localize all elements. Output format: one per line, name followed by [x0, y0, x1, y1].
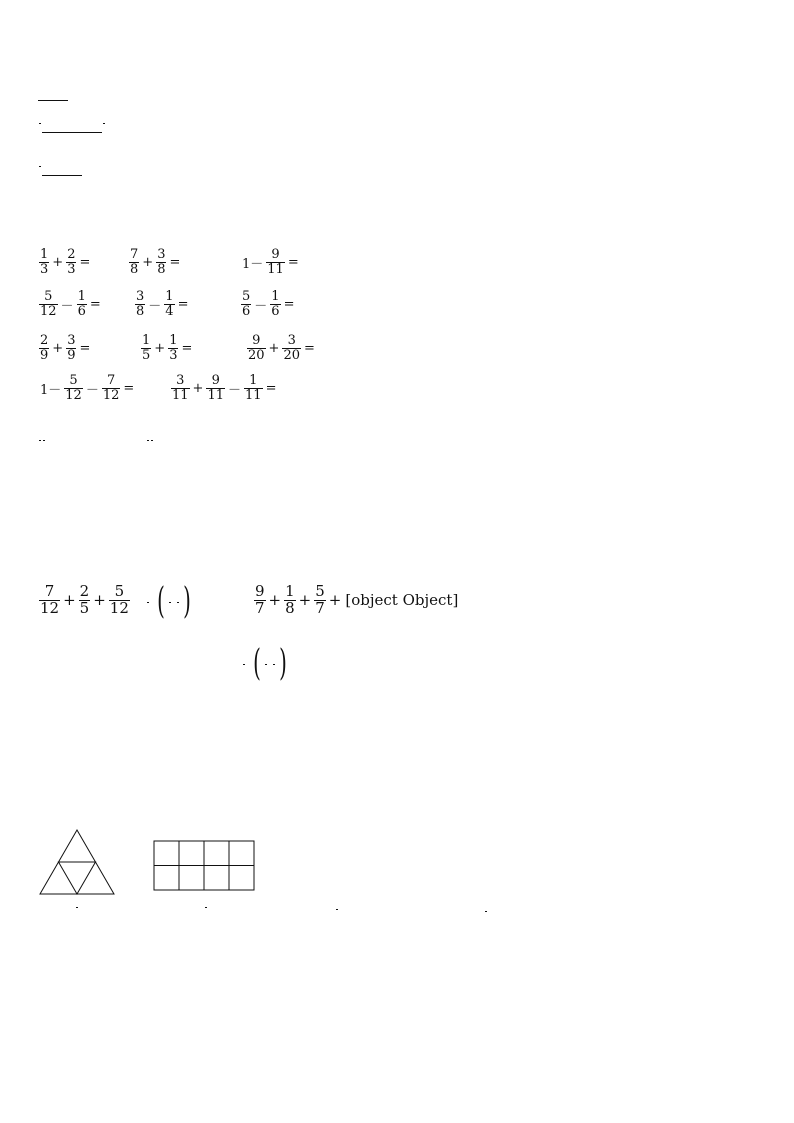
fraction: $\frac{3}{20}$ — [283, 333, 300, 363]
equals-sign: = — [304, 340, 315, 356]
equals-sign: = — [89, 296, 101, 312]
expr-6 — [242, 643, 290, 684]
fraction — [205, 907, 207, 908]
fraction: $\frac{9}{11}$ — [207, 373, 224, 403]
operator: － — [148, 298, 162, 314]
oral-calc-item — [140, 334, 194, 362]
fraction: $\frac{3}{8}$ — [136, 289, 145, 319]
operator: + — [93, 591, 106, 610]
fraction: $\frac{5}{7}$ — [315, 582, 325, 617]
fraction: $\frac{5}{6}$ — [242, 289, 251, 319]
operator: + — [63, 591, 76, 610]
fraction — [76, 907, 78, 908]
oral-calc-item — [134, 290, 190, 318]
fraction: $\frac{3}{8}$ — [157, 247, 166, 277]
equals-sign: = — [287, 254, 299, 270]
oral-calc-item — [240, 248, 301, 276]
equation-1 — [38, 440, 46, 441]
fraction: $\frac{1}{8}$ — [285, 582, 295, 617]
paren-left: ( — [157, 581, 165, 622]
fraction — [485, 911, 487, 912]
oral-calc-item — [246, 334, 317, 362]
equals-sign: = — [265, 380, 277, 396]
paren-right: ) — [183, 581, 191, 622]
operator: + — [52, 340, 64, 356]
operator: + — [192, 380, 204, 396]
equals-sign: = — [123, 380, 135, 396]
operator: + — [142, 254, 154, 270]
oral-calc-item — [170, 374, 278, 402]
fraction — [39, 166, 41, 167]
paren-left: ( — [253, 643, 261, 684]
q18-blank-1[interactable] — [42, 116, 72, 133]
fraction: $\frac{1}{5}$ — [142, 333, 151, 363]
question-19 — [38, 159, 82, 176]
equals-sign: = — [181, 340, 193, 356]
operator: － — [85, 382, 99, 398]
expr-3 — [253, 584, 460, 617]
fraction: $\frac{2}{5}$ — [79, 582, 90, 617]
fraction: $\frac{1}{11}$ — [245, 373, 262, 403]
fraction — [147, 440, 149, 441]
operator: + — [298, 591, 312, 610]
fraction: $\frac{7}{12}$ — [102, 373, 120, 403]
oral-calc-item — [128, 248, 182, 276]
fraction — [169, 602, 171, 603]
equals-sign: = — [79, 340, 91, 356]
fraction: $\frac{9}{11}$ — [267, 247, 284, 277]
fraction: $\frac{1}{6}$ — [77, 289, 86, 319]
equals-sign: = — [79, 254, 91, 270]
rectangle-label — [196, 900, 216, 913]
fraction: $\frac{2}{3}$ — [67, 247, 76, 277]
prefix: 1－ — [242, 256, 264, 272]
fraction: $\frac{1}{3}$ — [169, 333, 178, 363]
prefix: 1－ — [40, 382, 62, 398]
operator: + — [268, 591, 282, 610]
fraction — [273, 664, 275, 665]
expr-1 — [38, 584, 131, 617]
stars-figure[interactable] — [290, 822, 390, 900]
fraction — [43, 440, 45, 441]
fraction: $\frac{7}{12}$ — [40, 582, 60, 617]
equals-sign: = — [283, 296, 295, 312]
fraction: $\frac{5}{12}$ — [65, 373, 82, 403]
stars-label — [327, 902, 347, 915]
fraction: $\frac{3}{11}$ — [172, 373, 189, 403]
fraction — [39, 440, 41, 441]
operator: + — [154, 340, 166, 356]
fraction — [265, 664, 267, 665]
q17-blank[interactable] — [38, 84, 68, 101]
fraction — [103, 123, 105, 124]
operator: + — [328, 591, 342, 610]
oral-calc-item — [38, 334, 92, 362]
fraction — [243, 664, 245, 665]
fraction: $\frac{7}{8}$ — [130, 247, 139, 277]
question-17 — [38, 84, 68, 101]
fraction — [336, 909, 338, 910]
fraction: $\frac{2}{9}$ — [40, 333, 49, 363]
fraction: $\frac{1}{6}$ — [271, 289, 280, 319]
fraction — [177, 602, 179, 603]
oral-calc-item — [38, 248, 92, 276]
equals-sign: = — [177, 296, 189, 312]
oral-calc-item — [38, 374, 136, 402]
question-18 — [38, 116, 106, 133]
operator: + — [52, 254, 64, 270]
oral-calc-item — [240, 290, 296, 318]
operator: － — [228, 382, 242, 398]
fraction: $\frac{5}{12}$ — [109, 582, 129, 617]
fraction: $\frac{1}{4}$ — [165, 289, 174, 319]
operator: + — [268, 340, 280, 356]
operator: － — [254, 298, 268, 314]
oral-calc-item — [38, 290, 103, 318]
sparkles-pentagons-figure[interactable] — [432, 826, 558, 898]
fraction — [147, 602, 149, 603]
q18-blank-2[interactable] — [72, 116, 102, 133]
q19-blank[interactable] — [42, 159, 82, 176]
fraction: $\frac{3}{9}$ — [67, 333, 76, 363]
triangle-figure[interactable] — [38, 828, 116, 898]
paren-right: ) — [279, 643, 287, 684]
operator: － — [60, 298, 74, 314]
rectangle-grid-figure[interactable] — [153, 840, 255, 892]
fraction: $\frac{5}{12}$ — [40, 289, 57, 319]
expr-2 — [146, 581, 194, 622]
fraction: $\frac{9}{20}$ — [248, 333, 265, 363]
fraction: $\frac{1}{3}$ — [40, 247, 49, 277]
triangle-label — [67, 900, 87, 913]
mix-label — [476, 904, 496, 917]
operator: [object Object] — [345, 591, 459, 610]
fraction — [151, 440, 153, 441]
equals-sign: = — [169, 254, 181, 270]
fraction: $\frac{9}{7}$ — [255, 582, 265, 617]
equation-2 — [146, 440, 154, 441]
fraction — [39, 123, 41, 124]
